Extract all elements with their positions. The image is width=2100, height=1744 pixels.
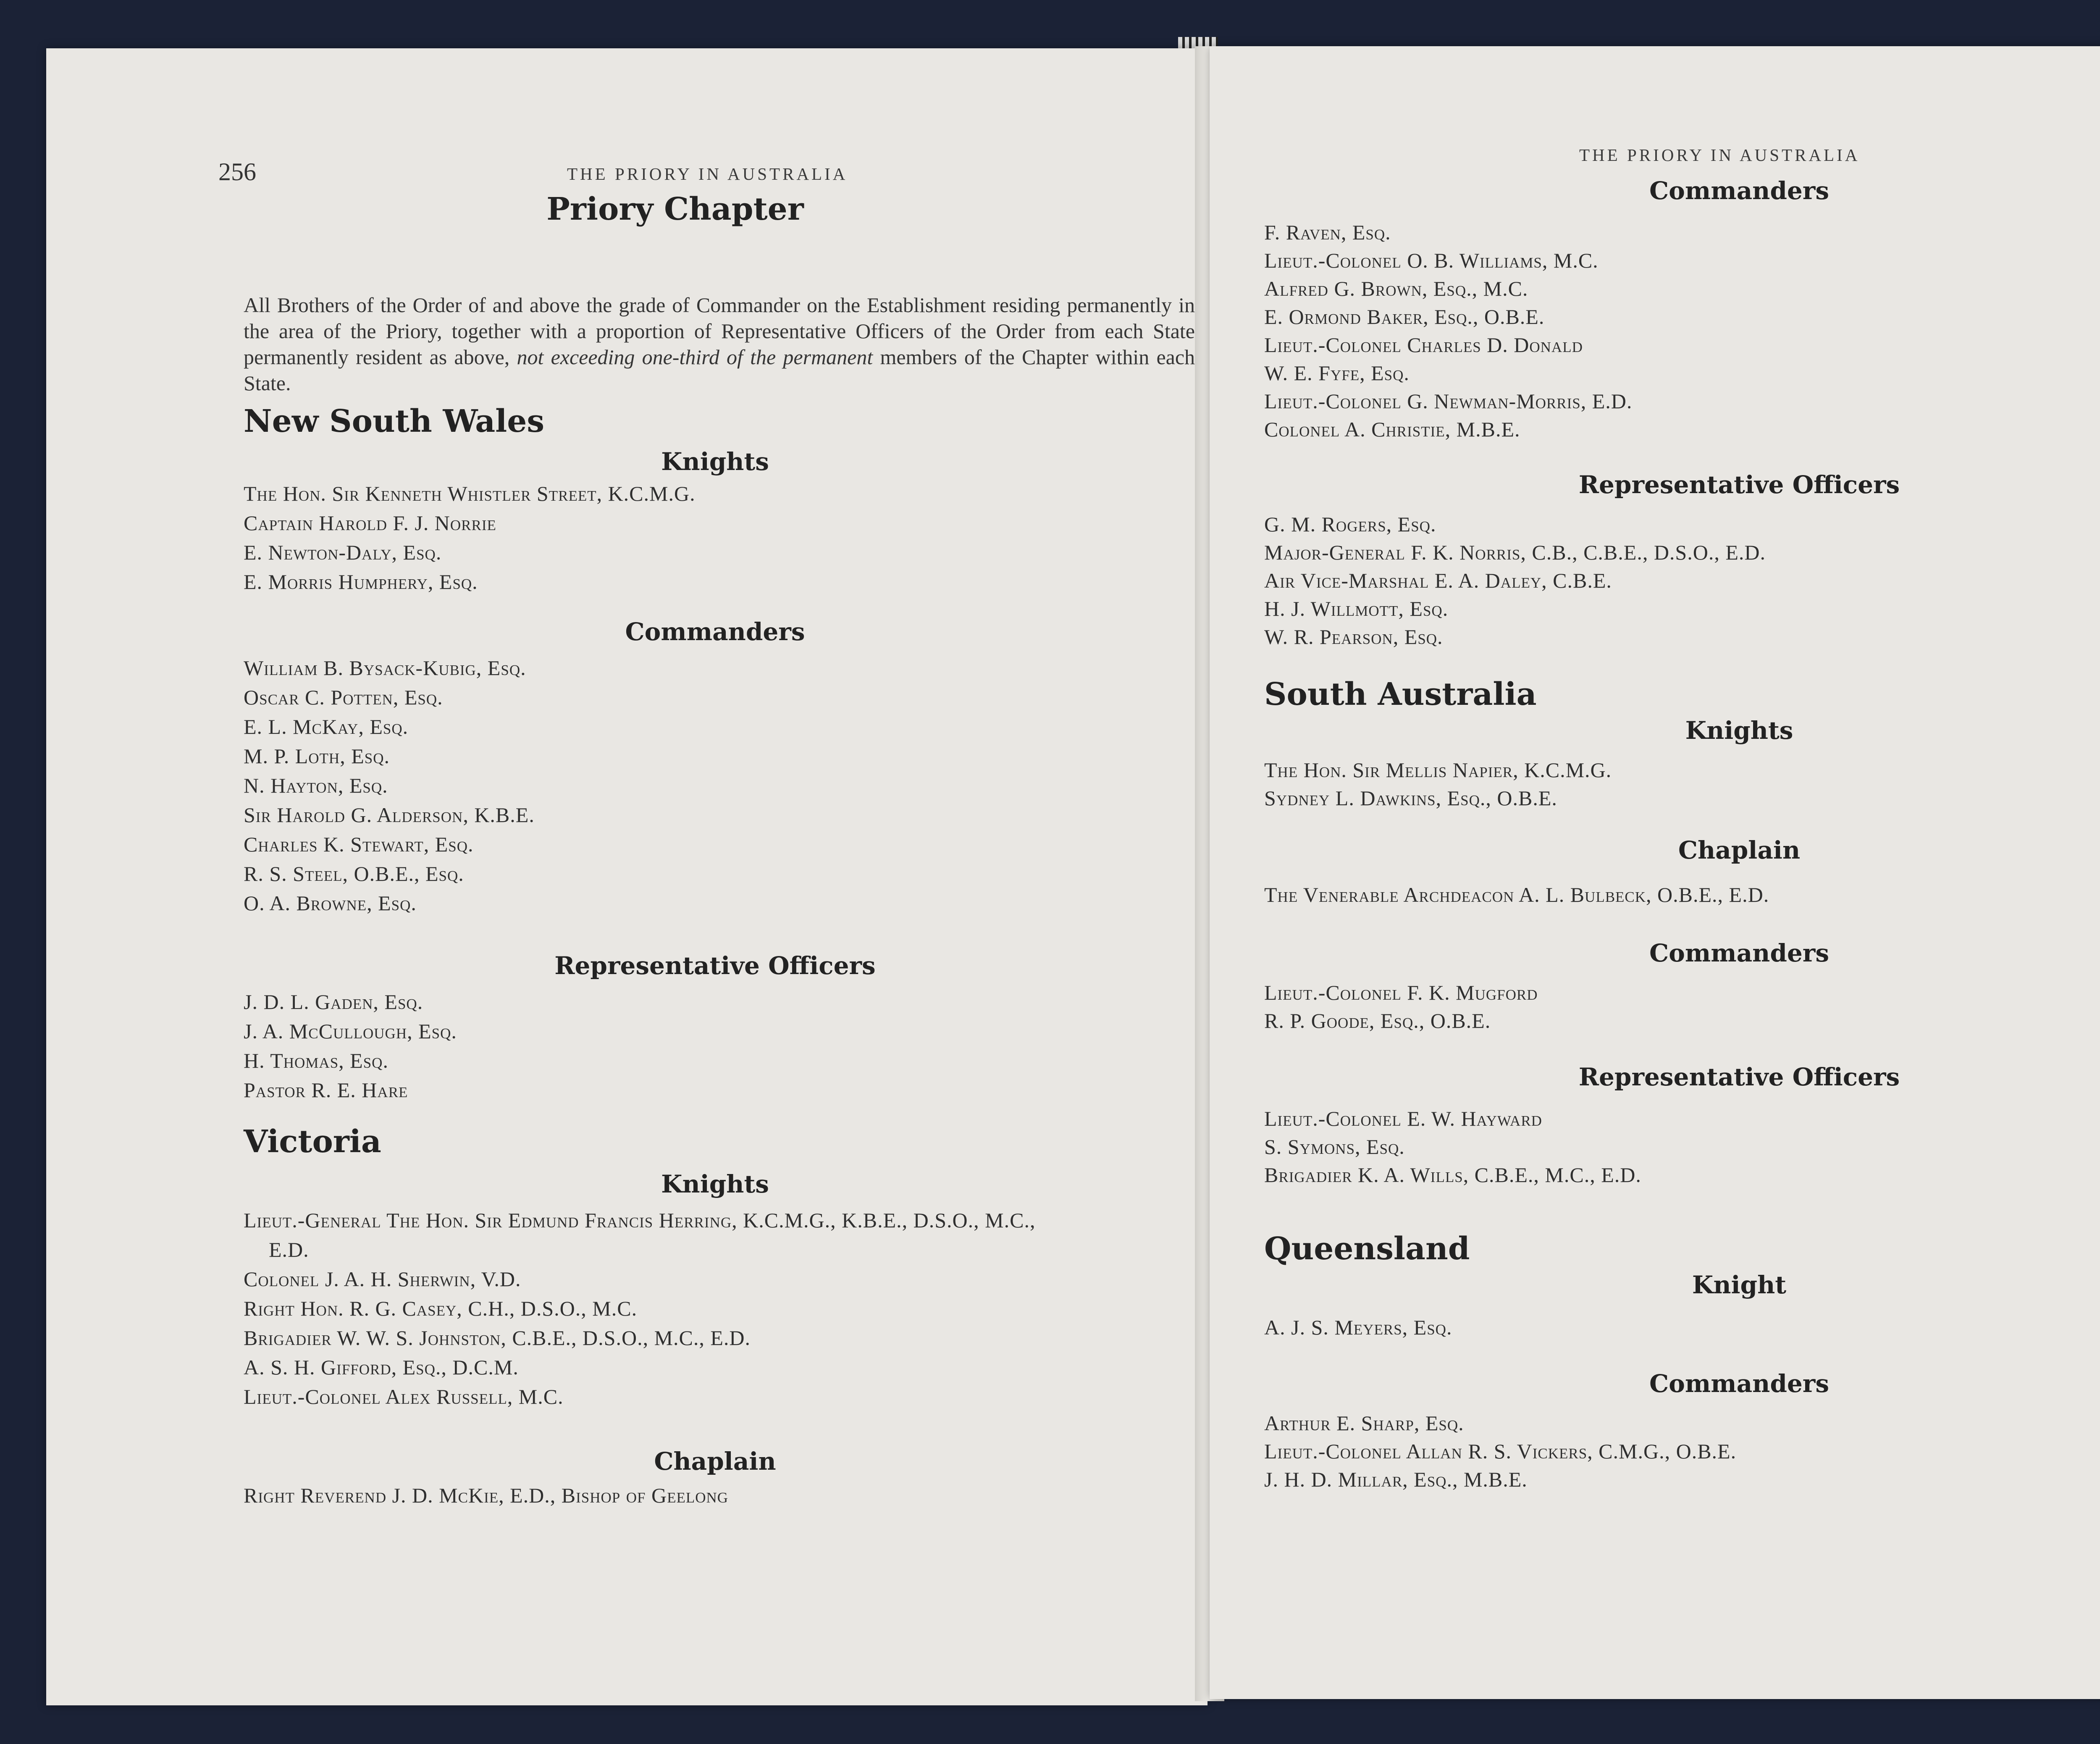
list-item: A. J. S. Meyers, Esq. [1264, 1316, 1452, 1339]
list-item: E. Newton-Daly, Esq. [244, 541, 442, 564]
list-item: E.D. [269, 1238, 309, 1261]
list-item: Lieut.-Colonel F. K. Mugford [1264, 981, 1538, 1004]
nsw-rep-list [244, 987, 457, 1105]
qld-commanders-list [1264, 1409, 1736, 1494]
victoria-chaplain-list [244, 1481, 728, 1510]
list-item: Right Reverend J. D. McKie, E.D., Bishop of Geelong [244, 1484, 729, 1507]
section-heading-victoria: Victoria [244, 1124, 381, 1160]
list-item: H. J. Willmott, Esq. [1264, 597, 1449, 620]
left-page [46, 48, 1208, 1705]
list-item: Lieut.-Colonel E. W. Hayward [1264, 1107, 1542, 1130]
subheading-knights: Knights [661, 447, 769, 476]
nsw-knights-list [244, 479, 696, 596]
page-title: Priory Chapter [546, 191, 804, 227]
list-item: R. S. Steel, O.B.E., Esq. [244, 862, 464, 885]
list-item: Air Vice-Marshal E. A. Daley, C.B.E. [1264, 569, 1612, 592]
list-item: Brigadier W. W. S. Johnston, C.B.E., D.S.O., M.C., E.D. [244, 1326, 751, 1350]
section-heading-nsw: New South Wales [244, 403, 545, 439]
list-item: W. E. Fyfe, Esq. [1264, 361, 1410, 385]
list-item: Brigadier K. A. Wills, C.B.E., M.C., E.D. [1264, 1163, 1641, 1187]
list-item: Major-General F. K. Norris, C.B., C.B.E., D.S.O., E.D. [1264, 541, 1766, 564]
intro-text: All Brothers of the Order of and above the grade of Commander on the Establishment residing permanently in the area of the Priory, together with a proportion of Representative Officers of the Order from each State permanently resident as above, [244, 293, 1195, 369]
list-item: N. Hayton, Esq. [244, 774, 388, 797]
list-item: R. P. Goode, Esq., O.B.E. [1264, 1009, 1491, 1032]
list-item: Arthur E. Sharp, Esq. [1264, 1411, 1464, 1435]
list-item: J. A. McCullough, Esq. [244, 1019, 457, 1043]
list-item: E. Ormond Baker, Esq., O.B.E. [1264, 305, 1545, 328]
running-head: THE PRIORY IN AUSTRALIA [1579, 145, 1860, 165]
subheading-representative-officers: Representative Officers [1578, 470, 1900, 499]
subheading-commanders: Commanders [1649, 939, 1829, 967]
list-item: M. P. Loth, Esq. [244, 744, 390, 768]
list-item: J. H. D. Millar, Esq., M.B.E. [1264, 1468, 1528, 1491]
subheading-representative-officers: Representative Officers [1578, 1063, 1900, 1091]
list-item: Oscar C. Potten, Esq. [244, 686, 443, 709]
subheading-chaplain: Chaplain [1678, 836, 1801, 864]
subheading-knight: Knight [1692, 1271, 1787, 1299]
list-item: Lieut.-Colonel Allan R. S. Vickers, C.M.G., O.B.E. [1264, 1439, 1737, 1463]
subheading-representative-officers: Representative Officers [554, 951, 876, 980]
victoria-commanders-list [1264, 218, 1632, 444]
list-item: J. D. L. Gaden, Esq. [244, 990, 423, 1014]
list-item: S. Symons, Esq. [1264, 1135, 1405, 1158]
sa-rep-list [1264, 1105, 1641, 1189]
list-item: Captain Harold F. J. Norrie [244, 511, 496, 535]
list-item: Pastor R. E. Hare [244, 1078, 408, 1102]
list-item: Colonel J. A. H. Sherwin, V.D. [244, 1267, 521, 1291]
list-item: Sir Harold G. Alderson, K.B.E. [244, 803, 535, 827]
list-item: O. A. Browne, Esq. [244, 891, 417, 915]
list-item: F. Raven, Esq. [1264, 221, 1391, 244]
list-item: W. R. Pearson, Esq. [1264, 625, 1443, 649]
list-item: Lieut.-Colonel G. Newman-Morris, E.D. [1264, 389, 1633, 413]
list-item: Right Hon. R. G. Casey, C.H., D.S.O., M.C. [244, 1297, 638, 1320]
victoria-rep-list [1264, 510, 1766, 651]
sa-knights-list [1264, 756, 1612, 812]
list-item: Lieut.-Colonel O. B. Williams, M.C. [1264, 249, 1599, 272]
list-item: Lieut.-General The Hon. Sir Edmund Francis Herring, K.C.M.G., K.B.E., D.S.O., M.C., [244, 1208, 1036, 1232]
subheading-commanders: Commanders [625, 617, 805, 646]
list-item: Charles K. Stewart, Esq. [244, 833, 474, 856]
intro-end-text: members of the Chapter within each State. [244, 345, 1195, 395]
subheading-chaplain: Chaplain [654, 1447, 776, 1476]
intro-italic-text: not exceeding one-third of the permanent [517, 345, 873, 369]
list-item: A. S. H. Gifford, Esq., D.C.M. [244, 1355, 519, 1379]
list-item: E. L. McKay, Esq. [244, 715, 409, 738]
list-item: E. Morris Humphery, Esq. [244, 570, 478, 594]
list-item: H. Thomas, Esq. [244, 1049, 388, 1072]
right-page [1210, 46, 2100, 1699]
list-item: G. M. Rogers, Esq. [1264, 512, 1436, 536]
subheading-commanders: Commanders [1649, 176, 1829, 205]
subheading-commanders: Commanders [1649, 1369, 1829, 1398]
qld-knight-list [1264, 1313, 1452, 1342]
list-item: The Hon. Sir Mellis Napier, K.C.M.G. [1264, 758, 1612, 782]
section-heading-queensland: Queensland [1264, 1231, 1470, 1267]
list-item: William B. Bysack-Kubig, Esq. [244, 656, 526, 680]
sa-chaplain-list [1264, 880, 1769, 909]
list-item: The Hon. Sir Kenneth Whistler Street, K.C.M.G. [244, 482, 696, 505]
list-item: Alfred G. Brown, Esq., M.C. [1264, 277, 1528, 300]
intro-paragraph [244, 292, 1195, 396]
section-heading-south-australia: South Australia [1264, 676, 1537, 712]
page-number: 256 [218, 158, 256, 186]
subheading-knights: Knights [661, 1170, 769, 1198]
list-item: Lieut.-Colonel Charles D. Donald [1264, 333, 1583, 357]
list-item: Colonel A. Christie, M.B.E. [1264, 418, 1520, 441]
nsw-commanders-list [244, 653, 535, 918]
running-head: THE PRIORY IN AUSTRALIA [567, 164, 848, 184]
list-item: Sydney L. Dawkins, Esq., O.B.E. [1264, 786, 1557, 810]
victoria-knights-list [244, 1206, 1035, 1411]
sa-commanders-list [1264, 979, 1538, 1035]
list-item: The Venerable Archdeacon A. L. Bulbeck, O.B.E., E.D. [1264, 883, 1769, 906]
list-item: Lieut.-Colonel Alex Russell, M.C. [244, 1385, 564, 1408]
subheading-knights: Knights [1685, 716, 1793, 745]
